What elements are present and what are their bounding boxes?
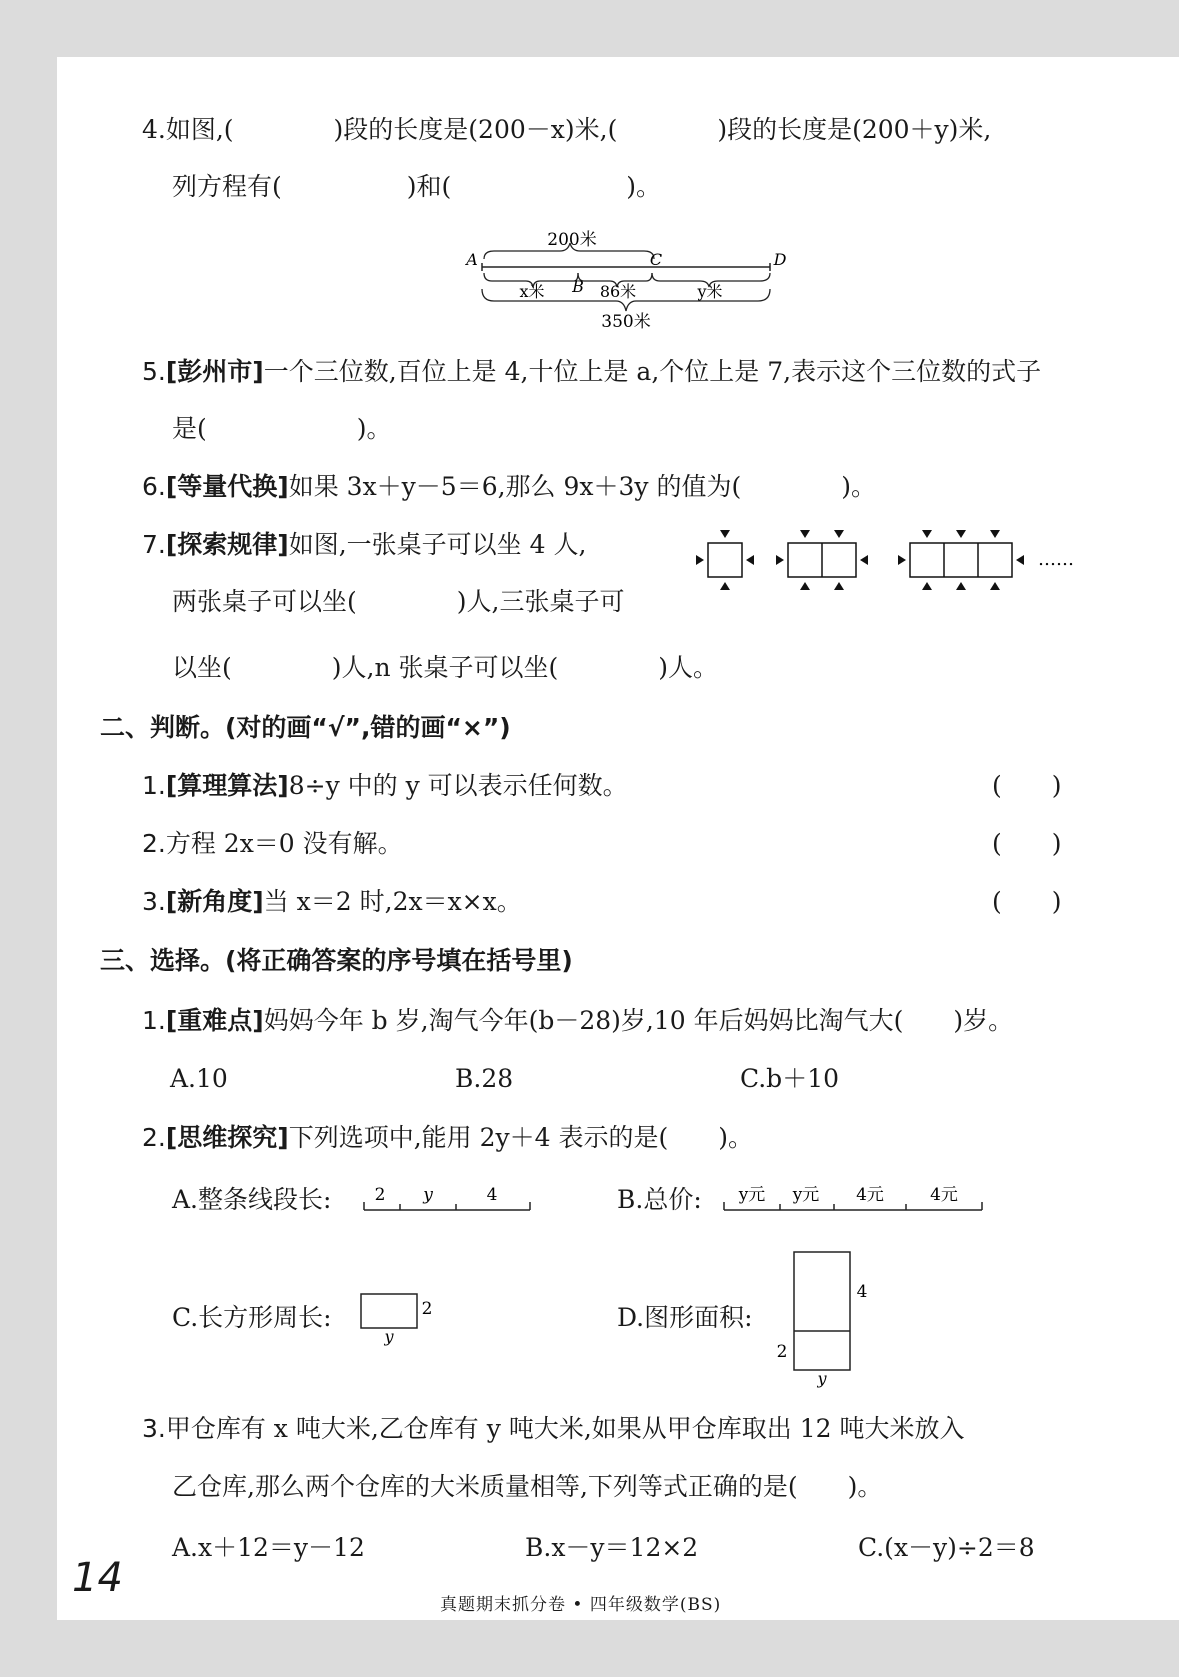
s3-q2-option-d-figure bbox=[770, 1245, 880, 1388]
s2-item-3-answer-paren[interactable]: ( ) bbox=[992, 887, 1062, 916]
svg-text:y: y bbox=[423, 1185, 433, 1205]
svg-text:4元: 4元 bbox=[856, 1185, 884, 1205]
q7-ellipsis: …… bbox=[1038, 549, 1074, 570]
q6-number: 6. bbox=[142, 472, 166, 501]
svg-text:y: y bbox=[384, 1327, 394, 1346]
q4-label-x: x米 bbox=[519, 282, 545, 301]
q7-line3: 以坐( )人,n 张桌子可以坐( )人。 bbox=[172, 653, 719, 682]
q6-text: 如果 3x＋y－5＝6,那么 9x＋3y 的值为( )。 bbox=[288, 472, 876, 501]
section3-heading: 三、选择。(将正确答案的序号填在括号里) bbox=[100, 946, 573, 975]
s3-q3-line2: 乙仓库,那么两个仓库的大米质量相等,下列等式正确的是( )。 bbox=[172, 1472, 883, 1501]
svg-text:2: 2 bbox=[374, 1185, 386, 1205]
q7-number: 7. bbox=[142, 530, 166, 559]
q7-line1 bbox=[142, 530, 586, 560]
q5-text: 一个三位数,百位上是 4,十位上是 a,个位上是 7,表示这个三位数的式子 bbox=[263, 357, 1042, 386]
s2-item-2: 2.方程 2x＝0 没有解。 bbox=[142, 829, 403, 858]
q4-label-200: 200米 bbox=[547, 230, 597, 250]
q7-text: 如图,一张桌子可以坐 4 人, bbox=[288, 530, 587, 559]
q5-line1 bbox=[142, 357, 1041, 387]
q6-line bbox=[142, 472, 876, 502]
q4-label-D: D bbox=[773, 250, 787, 269]
svg-text:4: 4 bbox=[486, 1185, 498, 1205]
s3-q1-option-b[interactable]: B.28 bbox=[455, 1064, 514, 1093]
s3-q3-option-a[interactable]: A.x＋12＝y－12 bbox=[172, 1533, 365, 1562]
s2-item-3: 3.[新角度]当 x＝2 时,2x＝x×x。 bbox=[142, 887, 522, 916]
s2-item-1-tag: [算理算法] bbox=[165, 771, 289, 800]
page-number: 14 bbox=[72, 1555, 123, 1601]
q4-label-y: y米 bbox=[697, 282, 723, 301]
q4-label-350: 350米 bbox=[601, 312, 651, 332]
s3-q1-tag: [重难点] bbox=[165, 1006, 264, 1035]
s3-q1-option-a[interactable]: A.10 bbox=[170, 1064, 228, 1093]
s3-q2-option-b[interactable]: B.总价: bbox=[617, 1185, 702, 1214]
q5-number: 5. bbox=[142, 357, 166, 386]
svg-text:2: 2 bbox=[421, 1299, 433, 1319]
svg-text:y: y bbox=[817, 1369, 827, 1388]
q7-line2: 两张桌子可以坐( )人,三张桌子可 bbox=[172, 587, 625, 616]
s3-q1: 1.[重难点]妈妈今年 b 岁,淘气今年(b－28)岁,10 年后妈妈比淘气大( )岁。 bbox=[142, 1006, 1014, 1035]
q4-label-C: C bbox=[649, 250, 663, 269]
s2-item-1: 1.[算理算法]8÷y 中的 y 可以表示任何数。 bbox=[142, 771, 628, 800]
s3-q1-option-c[interactable]: C.b＋10 bbox=[740, 1064, 839, 1093]
q6-tag: [等量代换] bbox=[165, 472, 289, 501]
q5-tag: [彭州市] bbox=[165, 357, 264, 386]
s3-q3-option-b[interactable]: B.x－y＝12×2 bbox=[525, 1533, 699, 1562]
q4-label-86: 86米 bbox=[599, 282, 637, 301]
q7-tables-diagram bbox=[690, 525, 1090, 595]
svg-text:y元: y元 bbox=[792, 1185, 820, 1205]
q4-segment-diagram bbox=[460, 225, 800, 335]
q5-line2: 是( )。 bbox=[172, 414, 392, 443]
q4-label-B: B bbox=[572, 277, 584, 296]
section2-heading: 二、判断。(对的画“√”,错的画“×”) bbox=[100, 713, 511, 742]
svg-text:2: 2 bbox=[776, 1342, 788, 1362]
s3-q2-option-d[interactable]: D.图形面积: bbox=[617, 1303, 753, 1332]
s3-q2-option-b-figure bbox=[720, 1182, 990, 1217]
svg-text:4: 4 bbox=[856, 1282, 868, 1302]
s3-q2: 2.[思维探究]下列选项中,能用 2y＋4 表示的是( )。 bbox=[142, 1123, 754, 1152]
footer-title: 真题期末抓分卷 • 四年级数学(BS) bbox=[440, 1595, 722, 1615]
svg-text:4元: 4元 bbox=[930, 1185, 958, 1205]
svg-text:y元: y元 bbox=[738, 1185, 766, 1205]
s3-q3-line1: 3.甲仓库有 x 吨大米,乙仓库有 y 吨大米,如果从甲仓库取出 12 吨大米放入 bbox=[142, 1414, 965, 1443]
q4-line2: 列方程有( )和( )。 bbox=[172, 172, 662, 201]
s3-q2-option-c[interactable]: C.长方形周长: bbox=[172, 1303, 332, 1332]
s3-q3-option-c[interactable]: C.(x－y)÷2＝8 bbox=[858, 1533, 1035, 1562]
s2-item-3-tag: [新角度] bbox=[165, 887, 264, 916]
s3-q2-option-a[interactable]: A.整条线段长: bbox=[172, 1185, 332, 1214]
s3-q2-tag: [思维探究] bbox=[165, 1123, 289, 1152]
s3-q2-option-a-figure bbox=[360, 1182, 535, 1217]
q4-line1: 4.如图,( )段的长度是(200－x)米,( )段的长度是(200＋y)米, bbox=[142, 115, 992, 144]
s2-item-2-answer-paren[interactable]: ( ) bbox=[992, 829, 1062, 858]
q7-tag: [探索规律] bbox=[165, 530, 289, 559]
s3-q2-option-c-figure bbox=[355, 1290, 435, 1345]
s2-item-1-answer-paren[interactable]: ( ) bbox=[992, 771, 1062, 800]
q4-label-A: A bbox=[466, 250, 478, 269]
